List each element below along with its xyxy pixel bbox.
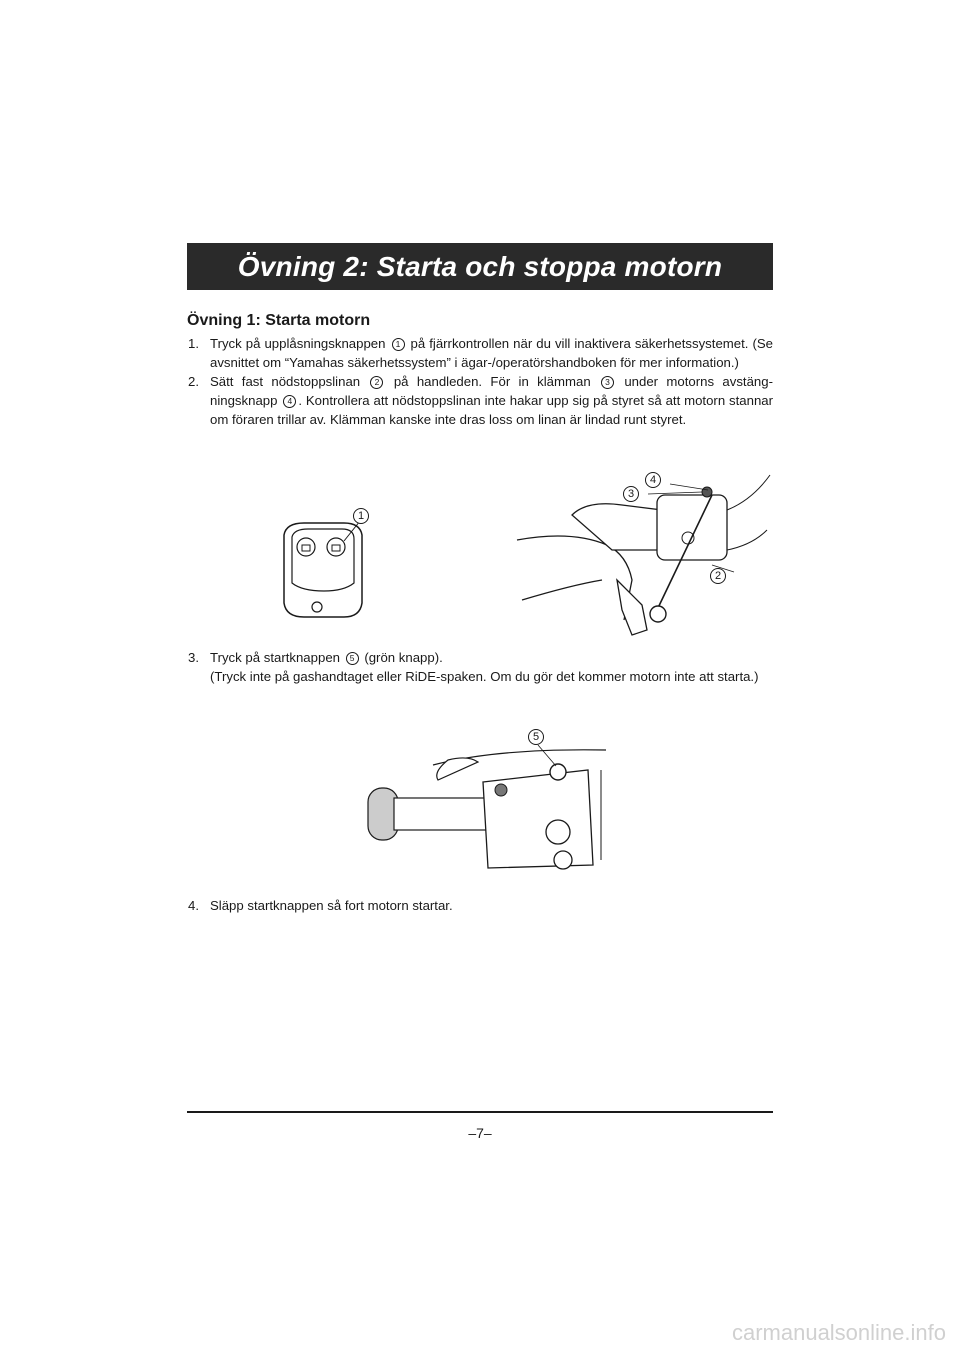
chapter-banner bbox=[187, 243, 773, 290]
content bbox=[187, 312, 773, 429]
section-heading: Övning 1: Starta motorn bbox=[187, 312, 371, 329]
page-number: –7– bbox=[468, 1125, 492, 1141]
callout-3: 3 bbox=[623, 486, 639, 502]
step-3-note: (Tryck inte på gashandtaget eller RiDE-spaken. Om du gör det kommer motorn inte att starta.) bbox=[210, 669, 759, 684]
start-button-figure bbox=[358, 740, 608, 885]
step-2: 2. Sätt fast nödstoppslinan 2 på handleden. För in klämman 3 under motorns avstängningsknapp 4 . Kontrollera att nödstoppslinan inte hakar upp sig på styret så att motorn stannar om föraren trillar av. Klämman kanske inte dras loss om linan är lindad runt styret. bbox=[188, 374, 774, 427]
callout-ref: 4 bbox=[283, 395, 296, 408]
remote-fob-icon bbox=[264, 505, 384, 625]
callout-1: 1 bbox=[353, 508, 369, 524]
callout-ref: 1 bbox=[392, 338, 405, 351]
callout-5: 5 bbox=[528, 729, 544, 745]
watermark: carmanualsonline.info bbox=[731, 1320, 946, 1345]
handlebar-lanyard-figure bbox=[512, 470, 774, 640]
handlebar-lanyard-icon bbox=[512, 470, 774, 640]
content-final bbox=[187, 896, 773, 915]
chapter-title: Övning 2: Starta och stoppa motorn bbox=[237, 250, 723, 282]
callout-ref: 5 bbox=[346, 652, 359, 665]
step-number: 3. bbox=[188, 650, 199, 665]
step-number: 4. bbox=[188, 898, 199, 913]
callout-ref: 2 bbox=[370, 376, 383, 389]
step-number: 2. bbox=[188, 374, 199, 389]
callout-ref: 3 bbox=[601, 376, 614, 389]
step-1: 1. Tryck på upplåsningsknappen 1 på fjärrkontrollen när du vill inaktivera säkerhetssystemet. (Se avsnittet om “Yamahas säkerhetssystem” i ägar-/operatörshandboken för mer information.) bbox=[188, 336, 773, 370]
callout-2: 2 bbox=[710, 568, 726, 584]
step-3: 3. Tryck på startknappen 5 (grön knapp). (Tryck inte på gashandtaget eller RiDE-spaken. Om du gör det kommer motorn inte att starta.) bbox=[187, 648, 773, 686]
step-4: 4. Släpp startknappen så fort motorn startar. bbox=[188, 898, 453, 913]
start-button-icon bbox=[358, 740, 608, 885]
content-continued bbox=[187, 648, 773, 686]
step-number: 1. bbox=[188, 336, 199, 351]
remote-fob-figure bbox=[264, 505, 384, 625]
callout-4: 4 bbox=[645, 472, 661, 488]
footer-divider bbox=[187, 1111, 773, 1113]
